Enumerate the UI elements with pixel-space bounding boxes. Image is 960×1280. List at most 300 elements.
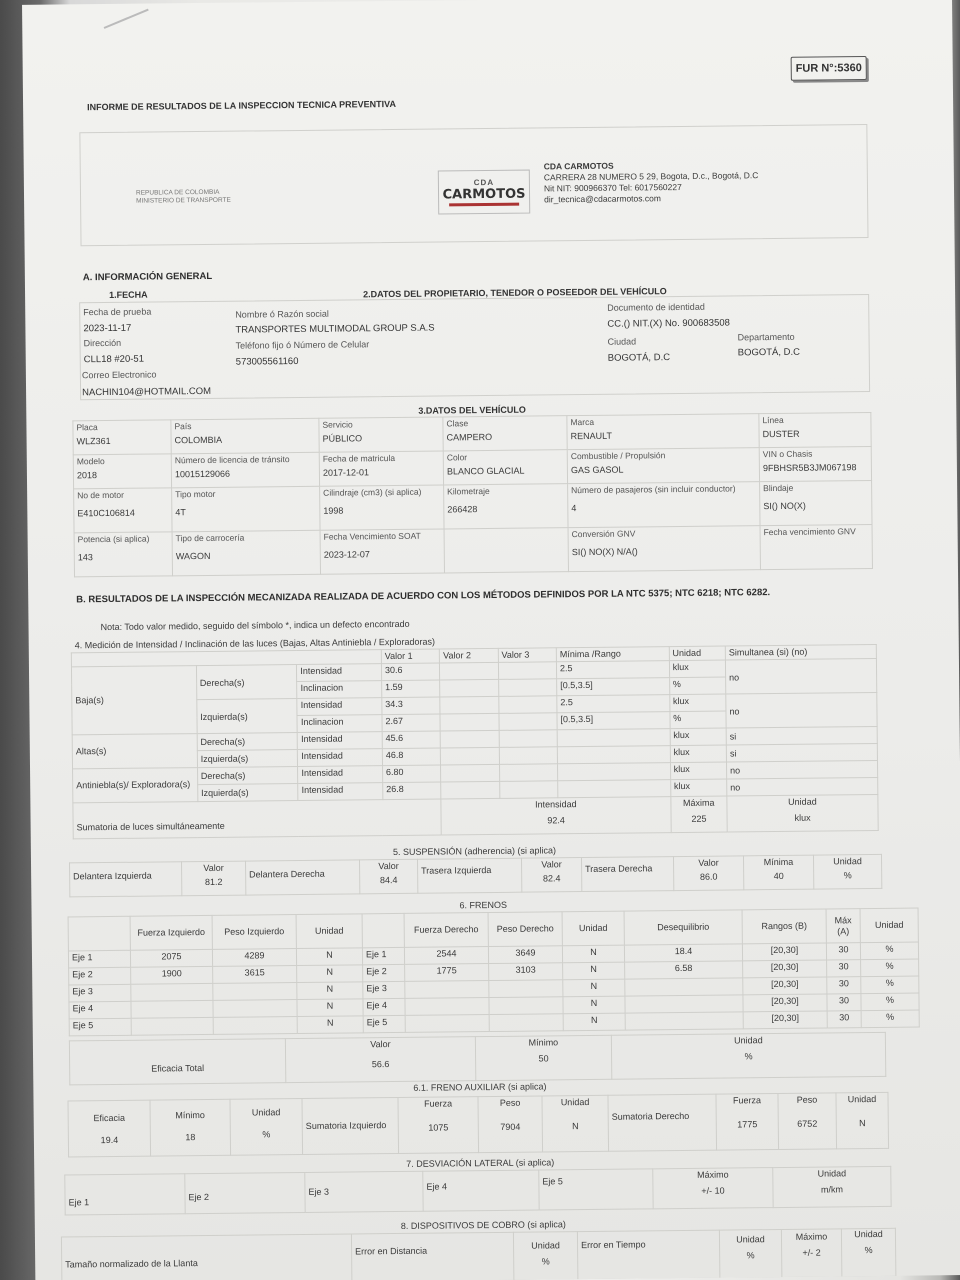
aux-unit-right: Unidad N <box>836 1092 889 1149</box>
lights-simultanea: no <box>727 777 878 796</box>
ministry-line-1: REPUBLICA DE COLOMBIA <box>135 188 220 197</box>
brakes-fd <box>405 981 489 999</box>
brakes-pd: 3103 <box>489 963 563 981</box>
vehicle-field-label: Color <box>446 452 468 463</box>
departamento-value: BOGOTÁ, D.C <box>737 346 801 359</box>
brakes-m: 30 <box>827 1011 861 1028</box>
vehicle-field-value: E410C106814 <box>77 507 135 519</box>
lights-value-3 <box>499 747 558 765</box>
vehicle-field-1-5 <box>759 447 871 482</box>
lights-head-2: Valor 3 <box>498 648 557 663</box>
brakes-eje: Eje 1 <box>68 950 130 968</box>
vehicle-field-value: SI() NO(X) <box>763 500 806 512</box>
lights-unit: klux <box>670 779 727 797</box>
vehicle-field-label: Tipo de carrocería <box>175 532 245 544</box>
brakes-d <box>625 978 743 996</box>
desv-table <box>64 1166 891 1216</box>
vehicle-field-value: 2017-12-01 <box>322 467 370 478</box>
lights-type: Intensidad <box>297 698 382 716</box>
aux-eficacia: Eficacia 19.4 <box>68 1100 151 1157</box>
brakes-fd <box>405 1015 489 1033</box>
brakes-head-6: Unidad <box>562 911 624 946</box>
lights-unit: % <box>669 677 726 695</box>
lights-simultanea: no <box>726 692 877 728</box>
vehicle-field-3-5 <box>760 524 872 569</box>
aux-title: 6.1. FRENO AUXILIAR (si aplica) <box>413 1081 547 1093</box>
lights-unit: klux <box>670 728 727 746</box>
lights-simultanea: si <box>726 726 877 745</box>
brakes-head-0: Fuerza Izquierdo <box>130 915 212 950</box>
lights-type: Inclinacion <box>297 715 382 733</box>
eff-unit: Unidad % <box>611 1032 885 1079</box>
brakes-u: N <box>296 948 362 966</box>
brakes-d <box>625 995 743 1013</box>
vehicle-field-2-5 <box>760 480 872 525</box>
vehicle-field-value: BLANCO GLACIAL <box>446 465 525 477</box>
brakes-m: 30 <box>827 977 861 994</box>
brakes-eje2: Eje 4 <box>363 998 405 1015</box>
brakes-u3: % <box>860 942 918 960</box>
brakes-table <box>68 908 920 1037</box>
lights-side: Izquierda(s) <box>197 784 298 802</box>
documento-value: CC.() NIT.(X) No. 900683508 <box>607 317 730 330</box>
aux-unidad: Unidad % <box>230 1098 303 1155</box>
efficiency-table <box>69 1032 886 1086</box>
nombre-label: Nombre ó Razón social <box>235 308 329 320</box>
lights-head-5: Simultanea (si) (no) <box>725 644 876 660</box>
vehicle-field-value: 9FBHSR5B3JM067198 <box>762 462 857 474</box>
suspension-title: 5. SUSPENSIÓN (adherencia) (si aplica) <box>392 845 557 858</box>
aux-sum-right: Sumatoria Derecho <box>608 1094 717 1151</box>
vehicle-field-label: Conversión GNV <box>571 528 636 540</box>
lights-value-3 <box>499 781 558 799</box>
correo-label: Correo Electronico <box>81 369 157 381</box>
susp-1-value: Valor 81.2 <box>182 861 246 896</box>
brakes-head-10: Unidad <box>860 908 918 943</box>
aux-sum-left: Sumatoria Izquierdo <box>302 1097 399 1154</box>
lights-type: Intensidad <box>298 783 383 801</box>
eff-label: Eficacia Total <box>69 1039 285 1085</box>
lights-value-3 <box>499 730 558 748</box>
vehicle-field-0-5 <box>759 413 871 448</box>
vehicle-field-label: Clase <box>446 418 469 429</box>
report-title: INFORME DE RESULTADOS DE LA INSPECCION TECNICA PREVENTIVA <box>87 98 396 113</box>
lights-value-2 <box>440 679 499 697</box>
lights-value-1: 1.59 <box>382 680 441 698</box>
vehicle-field-label: Tipo motor <box>175 488 216 500</box>
vehicle-field-0-4 <box>567 414 759 450</box>
cobro-distancia: Error en Distancia <box>351 1232 513 1280</box>
lights-sum-intensity: Intensidad 92.4 <box>441 797 671 835</box>
lights-type: Intensidad <box>298 766 383 784</box>
brakes-eje: Eje 5 <box>69 1018 131 1036</box>
brakes-u2: N <box>563 979 625 997</box>
vehicle-field-label: Potencia (si aplica) <box>77 533 150 545</box>
lights-range <box>557 763 670 781</box>
lights-range: 2.5 <box>556 661 669 679</box>
lights-value-2 <box>440 713 499 731</box>
lights-range <box>558 780 671 798</box>
brakes-pd <box>489 1014 563 1032</box>
vehicle-field-3-3 <box>444 528 568 573</box>
desv-eje-3: Eje 3 <box>305 1171 423 1212</box>
cobro-unit-2: Unidad % <box>719 1229 781 1278</box>
cobro-unit-1: Unidad % <box>513 1232 577 1280</box>
brakes-head-blank <box>68 916 130 951</box>
lights-side: Derecha(s) <box>196 665 297 700</box>
susp-4-label: Trasera Derecha <box>581 857 673 892</box>
susp-2-value: Valor 84.4 <box>359 859 417 894</box>
vehicle-field-1-1 <box>171 452 319 488</box>
vehicle-field-label: Fecha Vencimiento SOAT <box>323 530 421 542</box>
brakes-fi: 1900 <box>131 966 213 984</box>
brakes-d: 6.58 <box>625 961 743 979</box>
vehicle-field-value: 143 <box>77 552 93 563</box>
brakes-r: [20,30] <box>743 960 827 978</box>
brakes-u: N <box>297 965 363 983</box>
brakes-pi <box>213 983 297 1001</box>
lights-range <box>557 729 670 747</box>
vehicle-field-label: No de motor <box>77 489 124 501</box>
lights-type: Intensidad <box>298 749 383 767</box>
ministry-line-2: MINISTERIO DE TRANSPORTE <box>136 196 231 205</box>
vehicle-field-label: Número de pasajeros (sin incluir conductor) <box>571 483 736 496</box>
brakes-pi: 4289 <box>212 949 296 967</box>
susp-unit: Unidad % <box>813 854 881 889</box>
lights-value-3 <box>499 713 558 731</box>
brakes-u3: % <box>861 1010 919 1028</box>
suspension-table <box>69 854 882 898</box>
lights-group: Altas(s) <box>72 734 197 769</box>
fecha-title: 1.FECHA <box>109 289 148 300</box>
lights-value-2 <box>441 764 500 782</box>
lights-range: [0.5,3.5] <box>557 712 670 730</box>
telefono-label: Teléfono fijo ó Número de Celular <box>235 339 370 351</box>
lights-value-2 <box>440 696 499 714</box>
brakes-head-1: Peso Izquierdo <box>212 915 296 950</box>
aux-fuerza-left: Fuerza 1075 <box>398 1097 479 1154</box>
lights-value-1: 46.8 <box>382 748 441 766</box>
vehicle-field-0-1 <box>171 418 319 454</box>
lights-value-3 <box>498 696 557 714</box>
vehicle-field-3-0 <box>74 532 172 577</box>
vehicle-field-label: Blindaje <box>763 482 794 494</box>
lights-value-3 <box>498 662 557 680</box>
vehicle-field-1-4 <box>567 448 759 484</box>
vehicle-field-value <box>764 544 869 545</box>
vehicle-field-label <box>448 529 565 530</box>
aux-peso-right: Peso 6752 <box>778 1093 837 1150</box>
vehicle-field-label: Línea <box>762 414 784 426</box>
direccion-value: CLL18 #20-51 <box>83 353 145 366</box>
brakes-u2: N <box>563 996 625 1014</box>
lights-sum-unit: Unidad klux <box>727 794 878 832</box>
lights-range: 2.5 <box>557 695 670 713</box>
logo-underline <box>449 203 519 207</box>
vehicle-field-0-2 <box>319 417 443 452</box>
vehicle-field-2-2 <box>320 485 444 530</box>
brakes-pd <box>489 980 563 998</box>
susp-3-value: Valor 82.4 <box>521 858 581 893</box>
desv-eje-1: Eje 1 <box>65 1174 185 1215</box>
nombre-value: TRANSPORTES MULTIMODAL GROUP S.A.S <box>235 322 435 336</box>
desv-max: Máximo +/- 10 <box>653 1168 773 1209</box>
susp-4-value: Valor 86.0 <box>673 856 743 891</box>
desv-eje-4: Eje 4 <box>423 1170 539 1211</box>
brakes-eje2: Eje 2 <box>363 964 405 981</box>
brakes-eje: Eje 2 <box>69 967 131 985</box>
brakes-u: N <box>297 999 363 1017</box>
desv-unit: Unidad m/km <box>773 1166 891 1207</box>
section-a-title: A. INFORMACIÓN GENERAL <box>82 270 213 284</box>
eff-value: Valor 56.6 <box>285 1037 475 1083</box>
logo-cda-text: CDA <box>473 177 495 188</box>
fur-number: FUR N°:5360 <box>791 56 867 81</box>
brakes-m: 30 <box>826 943 860 960</box>
brakes-eje2: Eje 5 <box>363 1015 405 1032</box>
brakes-eje2: Eje 3 <box>363 981 405 998</box>
vehicle-field-label: Servicio <box>322 419 353 430</box>
brakes-fd: 1775 <box>405 964 489 982</box>
brakes-head-4: Fuerza Derecho <box>404 913 488 948</box>
vehicle-field-value: 2023-12-07 <box>323 549 370 560</box>
aux-peso-left: Peso 7904 <box>478 1096 543 1153</box>
pen-mark <box>104 9 149 29</box>
vehicle-table <box>72 412 873 577</box>
brakes-eje: Eje 4 <box>69 1001 131 1019</box>
brakes-u2: N <box>563 962 625 980</box>
lights-head-1: Valor 2 <box>440 648 499 663</box>
lights-head-3: Mínima /Rango <box>556 647 669 662</box>
lights-value-1: 26.8 <box>383 782 442 800</box>
logo-carmotos-text: CARMOTOS <box>442 186 526 203</box>
vehicle-field-label: Marca <box>570 416 595 428</box>
lights-type: Inclinacion <box>297 681 382 699</box>
brakes-fi: 2075 <box>130 949 212 967</box>
vehicle-field-value: SI() NO(X) N/A() <box>571 546 638 558</box>
vehicle-field-3-1 <box>172 530 320 576</box>
brakes-fi <box>131 1017 213 1035</box>
susp-1-label: Delantera Izquierda <box>70 862 182 897</box>
lights-sum-label: Sumatoria de luces simultáneamente <box>73 799 442 839</box>
vehicle-field-value: 4 <box>571 503 577 514</box>
vehicle-title: 3.DATOS DEL VEHÍCULO <box>418 404 526 416</box>
brakes-u2: N <box>562 945 624 963</box>
brakes-d <box>625 1012 743 1030</box>
vehicle-field-3-4 <box>568 526 760 572</box>
brakes-u: N <box>297 1016 363 1034</box>
vehicle-field-label: Combustible / Propulsión <box>570 450 666 462</box>
brakes-u3: % <box>861 993 919 1011</box>
lights-value-1: 45.6 <box>382 731 441 749</box>
brakes-d: 18.4 <box>624 944 742 962</box>
brakes-u2: N <box>563 1013 625 1031</box>
results-note: Nota: Todo valor medido, seguido del símbolo *, indica un defecto encontrado <box>100 618 410 633</box>
vehicle-field-value: WAGON <box>175 550 211 562</box>
lights-range: [0.5,3.5] <box>557 678 670 696</box>
brakes-pi <box>213 1000 297 1018</box>
lights-side: Derecha(s) <box>197 733 298 751</box>
brakes-fi <box>131 1000 213 1018</box>
cda-logo <box>438 170 530 215</box>
lights-simultanea: si <box>726 743 877 762</box>
lights-unit: klux <box>669 694 726 712</box>
vehicle-field-value: GAS GASOL <box>570 464 624 476</box>
vehicle-field-label: País <box>174 421 192 432</box>
vehicle-field-value: 1998 <box>323 505 344 516</box>
lights-side: Izquierda(s) <box>197 750 298 768</box>
lights-head-0: Valor 1 <box>381 649 440 664</box>
departamento-label: Departamento <box>737 331 795 343</box>
lights-unit: klux <box>669 660 726 678</box>
lights-value-2 <box>441 781 500 799</box>
brakes-pi <box>213 1017 297 1035</box>
company-address: CARRERA 28 NUMERO 5 29, Bogota, D.c., Bogotá, D.C <box>543 170 759 183</box>
documento-label: Documento de identidad <box>607 301 705 313</box>
company-email: dir_tecnica@cdacarmotos.com <box>544 193 661 205</box>
vehicle-field-label: Fecha de matricula <box>322 452 396 464</box>
susp-2-label: Delantera Derecha <box>246 860 360 895</box>
brakes-u3: % <box>861 959 919 977</box>
lights-type: Intensidad <box>298 732 383 750</box>
brakes-head-8: Rangos (B) <box>742 909 826 944</box>
brakes-r: [20,30] <box>742 943 826 961</box>
desv-eje-2: Eje 2 <box>185 1172 305 1213</box>
vehicle-field-1-0 <box>73 454 171 489</box>
vehicle-field-label: Fecha vencimiento GNV <box>763 526 856 538</box>
company-nit: Nit NIT: 900966370 Tel: 6017560227 <box>543 181 682 194</box>
vehicle-field-value: COLOMBIA <box>174 434 223 446</box>
correo-value: NACHIN104@HOTMAIL.COM <box>82 385 212 399</box>
vehicle-field-label: Cilindraje (cm3) (si aplica) <box>323 486 422 498</box>
lights-value-2 <box>441 747 500 765</box>
vehicle-field-value <box>448 537 565 538</box>
cobro-llanta: Tamaño normalizado de la Llanta <box>61 1234 351 1280</box>
vehicle-field-0-3 <box>443 416 567 451</box>
ciudad-label: Ciudad <box>607 336 637 347</box>
lights-simultanea: no <box>727 760 878 779</box>
brakes-head-3 <box>362 913 404 947</box>
brakes-u: N <box>297 982 363 1000</box>
brakes-eje2: Eje 1 <box>362 947 404 964</box>
direccion-label: Dirección <box>83 337 122 349</box>
lights-range <box>557 746 670 764</box>
company-name: CDA CARMOTOS <box>543 160 614 172</box>
lights-simultanea: no <box>725 658 876 694</box>
vehicle-field-2-3 <box>444 484 568 529</box>
vehicle-field-value: 2018 <box>76 470 98 481</box>
vehicle-field-value: 4T <box>175 507 186 518</box>
brakes-r: [20,30] <box>743 977 827 995</box>
brakes-fd <box>405 998 489 1016</box>
vehicle-field-2-1 <box>172 486 320 532</box>
susp-min: Mínima 40 <box>743 855 813 890</box>
eff-min: Mínimo 50 <box>475 1035 611 1080</box>
lights-value-2 <box>440 662 499 680</box>
telefono-value: 573005561160 <box>235 355 299 368</box>
vehicle-field-0-0 <box>73 420 171 455</box>
fecha-prueba-value: 2023-11-17 <box>83 322 132 335</box>
section-b-title: B. RESULTADOS DE LA INSPECCIÓN MECANIZADA REALIZADA DE ACUERDO CON LOS MÉTODOS DEFINIDOS POR LA NTC 5375; NTC 6218; NTC 6282. <box>76 587 771 606</box>
vehicle-field-value: RENAULT <box>570 430 612 442</box>
brakes-eje: Eje 3 <box>69 984 131 1002</box>
desv-title: 7. DESVIACIÓN LATERAL (si aplica) <box>406 1157 555 1169</box>
aux-table <box>68 1092 890 1158</box>
aux-unit-left: Unidad N <box>542 1095 609 1152</box>
brakes-m: 30 <box>827 960 861 977</box>
lights-value-1: 6.80 <box>382 765 441 783</box>
lights-value-1: 30.6 <box>381 663 440 681</box>
aux-minimo: Mínimo 18 <box>150 1099 231 1156</box>
vehicle-field-value: 10015129066 <box>174 468 231 480</box>
ciudad-value: BOGOTÁ, D.C <box>607 352 671 364</box>
lights-title: 4. Medición de Intensidad / Inclinación de las luces (Bajas, Altas Antiniebla / Exploradoras) <box>74 636 435 651</box>
vehicle-field-3-2 <box>320 529 444 574</box>
lights-value-1: 34.3 <box>382 697 441 715</box>
lights-value-3 <box>499 764 558 782</box>
vehicle-field-label: VIN o Chasis <box>762 448 813 460</box>
brakes-head-9: Máx (A) <box>826 909 860 943</box>
brakes-fi <box>131 983 213 1001</box>
vehicle-field-value: WLZ361 <box>76 435 111 447</box>
lights-sum-max: Máxima 225 <box>671 796 728 833</box>
vehicle-field-label: Número de licencia de tránsito <box>174 454 290 466</box>
brakes-fd: 2544 <box>404 947 488 965</box>
vehicle-field-value: DUSTER <box>762 428 800 440</box>
cobro-table <box>61 1228 896 1280</box>
vehicle-field-1-2 <box>319 451 443 486</box>
lights-value-1: 2.67 <box>382 714 441 732</box>
brakes-pd: 3649 <box>488 946 562 964</box>
aux-fuerza-right: Fuerza 1775 <box>716 1094 779 1151</box>
fecha-prueba-label: Fecha de prueba <box>83 306 152 318</box>
brakes-title: 6. FRENOS <box>459 899 508 911</box>
vehicle-field-value: PÚBLICO <box>322 433 363 444</box>
company-block <box>544 159 759 205</box>
lights-head-4: Unidad <box>669 646 725 661</box>
brakes-r: [20,30] <box>743 994 827 1012</box>
cobro-title: 8. DISPOSITIVOS DE COBRO (si aplica) <box>400 1219 566 1231</box>
lights-side: Izquierda(s) <box>197 699 298 734</box>
vehicle-field-label: Modelo <box>76 456 105 467</box>
brakes-head-2: Unidad <box>296 914 362 949</box>
vehicle-field-label: Kilometraje <box>447 485 490 497</box>
lights-group: Baja(s) <box>71 666 196 735</box>
susp-3-label: Trasera Izquierda <box>417 858 521 893</box>
lights-unit: klux <box>670 745 727 763</box>
brakes-pi: 3615 <box>213 966 297 984</box>
brakes-head-7: Desequilibrio <box>624 910 742 945</box>
brakes-pd <box>489 997 563 1015</box>
cobro-unit-3: Unidad % <box>841 1228 895 1277</box>
lights-value-3 <box>498 679 557 697</box>
lights-unit: % <box>670 711 727 729</box>
lights-group: Antiniebla(s)/ Exploradora(s) <box>73 768 198 803</box>
lights-side: Derecha(s) <box>197 767 298 785</box>
cobro-max: Máximo +/- 2 <box>781 1229 841 1278</box>
vehicle-field-label: Placa <box>76 422 98 433</box>
vehicle-field-1-3 <box>443 450 567 485</box>
brakes-u3: % <box>861 976 919 994</box>
vehicle-field-2-4 <box>568 482 760 528</box>
vehicle-field-2-0 <box>74 488 172 533</box>
lights-type: Intensidad <box>297 664 382 682</box>
brakes-r: [20,30] <box>743 1011 827 1029</box>
owner-title: 2.DATOS DEL PROPIETARIO, TENEDOR O POSEEDOR DEL VEHÍCULO <box>363 286 667 300</box>
vehicle-field-value: 266428 <box>447 504 478 515</box>
document-sheet <box>22 0 960 1280</box>
desv-eje-5: Eje 5 <box>539 1169 653 1210</box>
